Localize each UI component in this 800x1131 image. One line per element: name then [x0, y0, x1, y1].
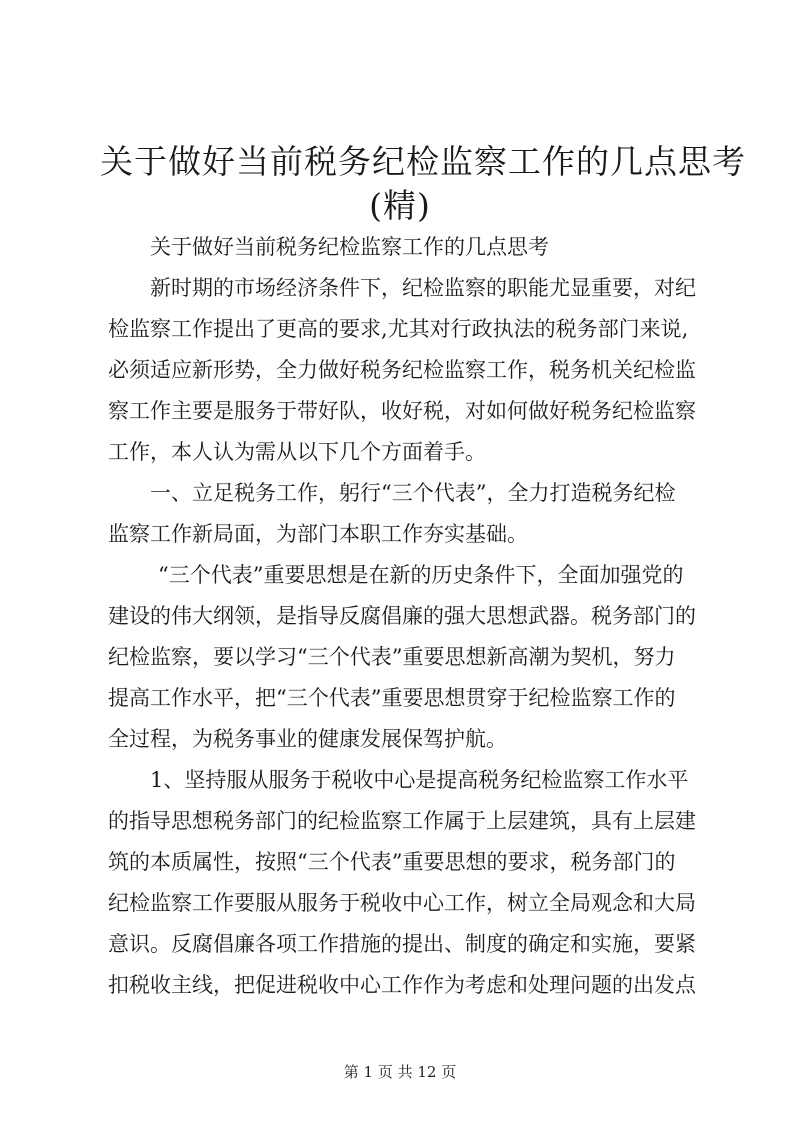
- page-title: [100, 140, 746, 228]
- paragraph-intro: [108, 268, 700, 473]
- paragraph-line: 检监察工作提出了更高的要求,尤其对行政执法的税务部门来说,: [108, 317, 689, 341]
- paragraph-line: 筑的本质属性，按照“三个代表”重要思想的要求，税务部门的: [108, 850, 676, 874]
- paragraph-line: 建设的伟大纲领，是指导反腐倡廉的强大思想武器。税务部门的: [108, 604, 696, 628]
- page-number: 第 1 页 共 12 页: [343, 1063, 457, 1081]
- paragraph-three-represents: [108, 555, 700, 760]
- title-line-1: 关于做好当前税务纪检监察工作的几点思考: [100, 142, 746, 181]
- paragraph-line: “三个代表”重要思想是在新的历史条件下，全面加强党的: [158, 563, 684, 587]
- paragraph-line: 监察工作新局面，为部门本职工作夯实基础。: [108, 522, 528, 546]
- document-body: [108, 227, 700, 1006]
- paragraph-line: 的指导思想税务部门的纪检监察工作属于上层建筑，具有上层建: [108, 809, 696, 833]
- paragraph-subtitle: [108, 227, 700, 268]
- paragraph-point-1: [108, 760, 700, 1006]
- paragraph-line: 全过程，为税务事业的健康发展保驾护航。: [108, 727, 507, 751]
- paragraph-line: 纪检监察工作要服从服务于税收中心工作，树立全局观念和大局: [108, 891, 696, 915]
- paragraph-line: 一、立足税务工作，躬行“三个代表”，全力打造税务纪检: [150, 481, 676, 505]
- paragraph-line: 纪检监察，要以学习“三个代表”重要思想新高潮为契机，努力: [108, 645, 676, 669]
- paragraph-line: 新时期的市场经济条件下，纪检监察的职能尤显重要，对纪: [150, 276, 696, 300]
- paragraph-line: 扣税收主线，把促进税收中心工作作为考虑和处理问题的出发点: [108, 973, 696, 997]
- paragraph-line: 必须适应新形势，全力做好税务纪检监察工作，税务机关纪检监: [108, 358, 696, 382]
- paragraph-line: 关于做好当前税务纪检监察工作的几点思考: [150, 235, 549, 259]
- paragraph-line: 意识。反腐倡廉各项工作措施的提出、制度的确定和实施，要紧: [108, 932, 696, 956]
- page-footer: [0, 1062, 800, 1082]
- paragraph-line: 提高工作水平，把“三个代表”重要思想贯穿于纪检监察工作的: [108, 686, 676, 710]
- paragraph-line: 察工作主要是服务于带好队，收好税，对如何做好税务纪检监察: [108, 399, 696, 423]
- paragraph-line: 工作，本人认为需从以下几个方面着手。: [108, 440, 486, 464]
- paragraph-section-1: [108, 473, 700, 555]
- title-line-2: (精): [369, 186, 431, 225]
- paragraph-line: 1、坚持服从服务于税收中心是提高税务纪检监察工作水平: [150, 768, 689, 792]
